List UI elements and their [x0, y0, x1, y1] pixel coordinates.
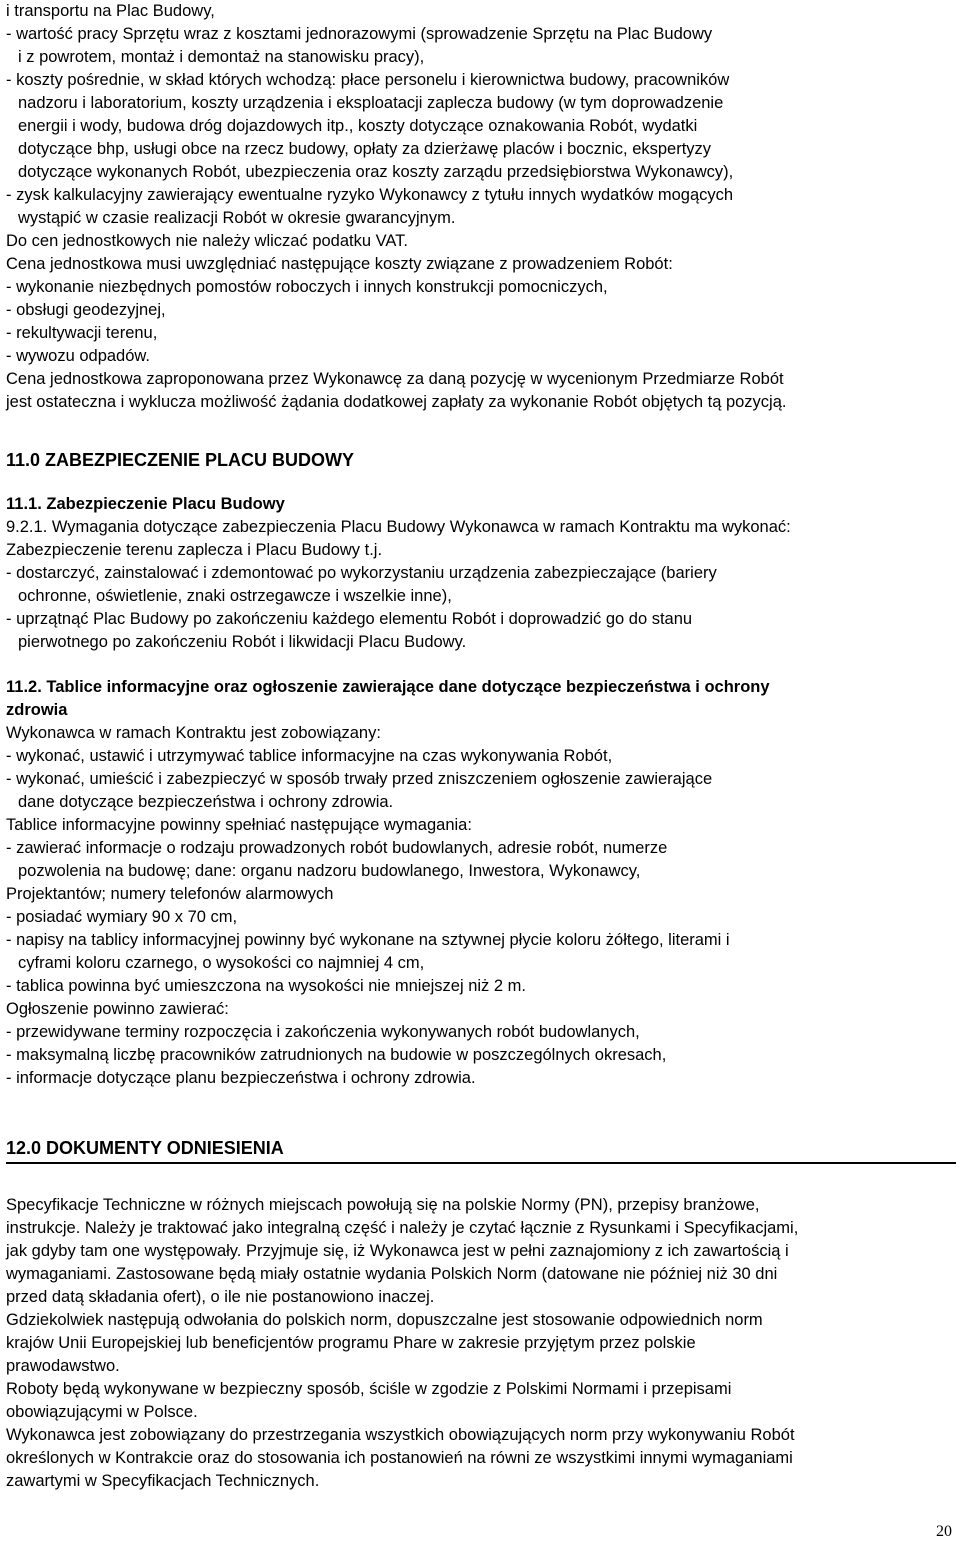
text-line: energii i wody, budowa dróg dojazdowych itp., koszty dotyczące oznakowania Robót, wydatki: [18, 117, 698, 135]
text-line: - napisy na tablicy informacyjnej powinny być wykonane na sztywnej płycie koloru żółtego, literami i: [6, 931, 730, 949]
text-line: - zysk kalkulacyjny zawierający ewentualne ryzyko Wykonawcy z tytułu innych wydatków mogących: [6, 186, 734, 204]
heading-underline: [6, 1162, 956, 1164]
text-line: Roboty będą wykonywane w bezpieczny sposób, ściśle w zgodzie z Polskimi Normami i przepisami: [6, 1380, 732, 1398]
text-line: i transportu na Plac Budowy,: [6, 2, 215, 20]
heading-line: 11.2. Tablice informacyjne oraz ogłoszenie zawierające dane dotyczące bezpieczeństwa i ochrony: [6, 678, 770, 696]
section-12-body: [6, 1194, 956, 1493]
text-line: - rekultywacji terenu,: [6, 324, 158, 342]
text-line: - uprzątnąć Plac Budowy po zakończeniu każdego elementu Robót i doprowadzić go do stanu: [6, 610, 693, 628]
text-line: - obsługi geodezyjnej,: [6, 301, 166, 319]
text-line: Cena jednostkowa zaproponowana przez Wykonawcę za daną pozycję w wycenionym Przedmiarze Robót: [6, 370, 784, 388]
text-line: i z powrotem, montaż i demontaż na stanowisku pracy),: [18, 48, 425, 66]
text-line: wystąpić w czasie realizacji Robót w okresie gwarancyjnym.: [18, 209, 456, 227]
section-11-heading: 11.0 ZABEZPIECZENIE PLACU BUDOWY: [6, 450, 355, 470]
text-line: nadzoru i laboratorium, koszty urządzenia i eksploatacji zaplecza budowy (w tym doprowadzenie: [18, 94, 724, 112]
text-line: Gdziekolwiek następują odwołania do polskich norm, dopuszczalne jest stosowanie odpowiednich norm: [6, 1311, 763, 1329]
text-line: obowiązującymi w Polsce.: [6, 1403, 198, 1421]
text-line: - wartość pracy Sprzętu wraz z kosztami jednorazowymi (sprowadzenie Sprzętu na Plac Budowy: [6, 25, 713, 43]
text-line: Projektantów; numery telefonów alarmowych: [6, 885, 334, 903]
text-line: prawodawstwo.: [6, 1357, 120, 1375]
text-line: przed datą składania ofert), o ile nie postanowiono inaczej.: [6, 1288, 435, 1306]
text-line: dotyczące bhp, usługi obce na rzecz budowy, opłaty za dzierżawę placów i bocznic, ekspertyzy: [18, 140, 712, 158]
text-line: - przewidywane terminy rozpoczęcia i zakończenia wykonywanych robót budowlanych,: [6, 1023, 640, 1041]
subsection-11-2-heading: [6, 676, 956, 722]
page-number: 20: [936, 1523, 952, 1540]
text-line: krajów Unii Europejskiej lub beneficjentów programu Phare w zakresie przyjętym przez polskie: [6, 1334, 696, 1352]
text-line: Cena jednostkowa musi uwzględniać następujące koszty związane z prowadzeniem Robót:: [6, 255, 673, 273]
text-line: - wykonać, umieścić i zabezpieczyć w sposób trwały przed zniszczeniem ogłoszenie zawierające: [6, 770, 713, 788]
text-line: - posiadać wymiary 90 x 70 cm,: [6, 908, 238, 926]
document-page: [6, 0, 956, 1493]
text-line: dotyczące wykonanych Robót, ubezpieczenia oraz koszty zarządu przedsiębiorstwa Wykonawcy),: [18, 163, 734, 181]
text-line: wymaganiami. Zastosowane będą miały ostatnie wydania Polskich Norm (datowane nie później niż 30 dni: [6, 1265, 778, 1283]
text-line: - dostarczyć, zainstalować i zdemontować po wykorzystaniu urządzenia zabezpieczające (bariery: [6, 564, 717, 582]
text-line: Ogłoszenie powinno zawierać:: [6, 1000, 229, 1018]
text-line: Wykonawca w ramach Kontraktu jest zobowiązany:: [6, 724, 381, 742]
heading-line: zdrowia: [6, 701, 68, 719]
text-line: - tablica powinna być umieszczona na wysokości nie mniejszej niż 2 m.: [6, 977, 526, 995]
text-line: dane dotyczące bezpieczeństwa i ochrony zdrowia.: [18, 793, 394, 811]
text-line: - koszty pośrednie, w skład których wchodzą: płace personelu i kierownictwa budowy, pracowników: [6, 71, 730, 89]
text-line: określonych w Kontrakcie oraz do stosowania ich postanowień na równi ze wszystkimi innymi wymaganiami: [6, 1449, 793, 1467]
text-line: - wykonać, ustawić i utrzymywać tablice informacyjne na czas wykonywania Robót,: [6, 747, 613, 765]
text-line: Specyfikacje Techniczne w różnych miejscach powołują się na polskie Normy (PN), przepisy branżowe,: [6, 1196, 760, 1214]
subsection-11-1-body: [6, 516, 956, 654]
text-line: jest ostateczna i wyklucza możliwość żądania dodatkowej zapłaty za wykonanie Robót objętych tą pozycją.: [6, 393, 787, 411]
text-line: Tablice informacyjne powinny spełniać następujące wymagania:: [6, 816, 472, 834]
subsection-11-2-body: [6, 722, 956, 1090]
text-line: zawartymi w Specyfikacjach Technicznych.: [6, 1472, 320, 1490]
text-line: - zawierać informacje o rodzaju prowadzonych robót budowlanych, adresie robót, numerze: [6, 839, 668, 857]
text-line: - informacje dotyczące planu bezpieczeństwa i ochrony zdrowia.: [6, 1069, 476, 1087]
text-line: - wykonanie niezbędnych pomostów roboczych i innych konstrukcji pomocniczych,: [6, 278, 608, 296]
text-line: Zabezpieczenie terenu zaplecza i Placu Budowy t.j.: [6, 541, 383, 559]
cost-components-list: [6, 0, 956, 414]
section-12-heading: 12.0 DOKUMENTY ODNIESIENIA: [6, 1138, 284, 1158]
text-line: pozwolenia na budowę; dane: organu nadzoru budowlanego, Inwestora, Wykonawcy,: [18, 862, 641, 880]
text-line: - maksymalną liczbę pracowników zatrudnionych na budowie w poszczególnych okresach,: [6, 1046, 667, 1064]
text-line: Wykonawca jest zobowiązany do przestrzegania wszystkich obowiązujących norm przy wykonywaniu Robót: [6, 1426, 795, 1444]
text-line: instrukcje. Należy je traktować jako integralną część i należy je czytać łącznie z Rysunkami i Specyfikacjami,: [6, 1219, 799, 1237]
text-line: - wywozu odpadów.: [6, 347, 150, 365]
text-line: ochronne, oświetlenie, znaki ostrzegawcze i wszelkie inne),: [18, 587, 452, 605]
subsection-11-1-heading: 11.1. Zabezpieczenie Placu Budowy: [6, 495, 285, 513]
text-line: 9.2.1. Wymagania dotyczące zabezpieczenia Placu Budowy Wykonawca w ramach Kontraktu ma wykonać:: [6, 518, 791, 536]
text-line: cyframi koloru czarnego, o wysokości co najmniej 4 cm,: [18, 954, 425, 972]
text-line: Do cen jednostkowych nie należy wliczać podatku VAT.: [6, 232, 409, 250]
text-line: jak gdyby tam one występowały. Przyjmuje się, iż Wykonawca jest w pełni zaznajomiony z ich zawartością i: [6, 1242, 789, 1260]
text-line: pierwotnego po zakończeniu Robót i likwidacji Placu Budowy.: [18, 633, 467, 651]
